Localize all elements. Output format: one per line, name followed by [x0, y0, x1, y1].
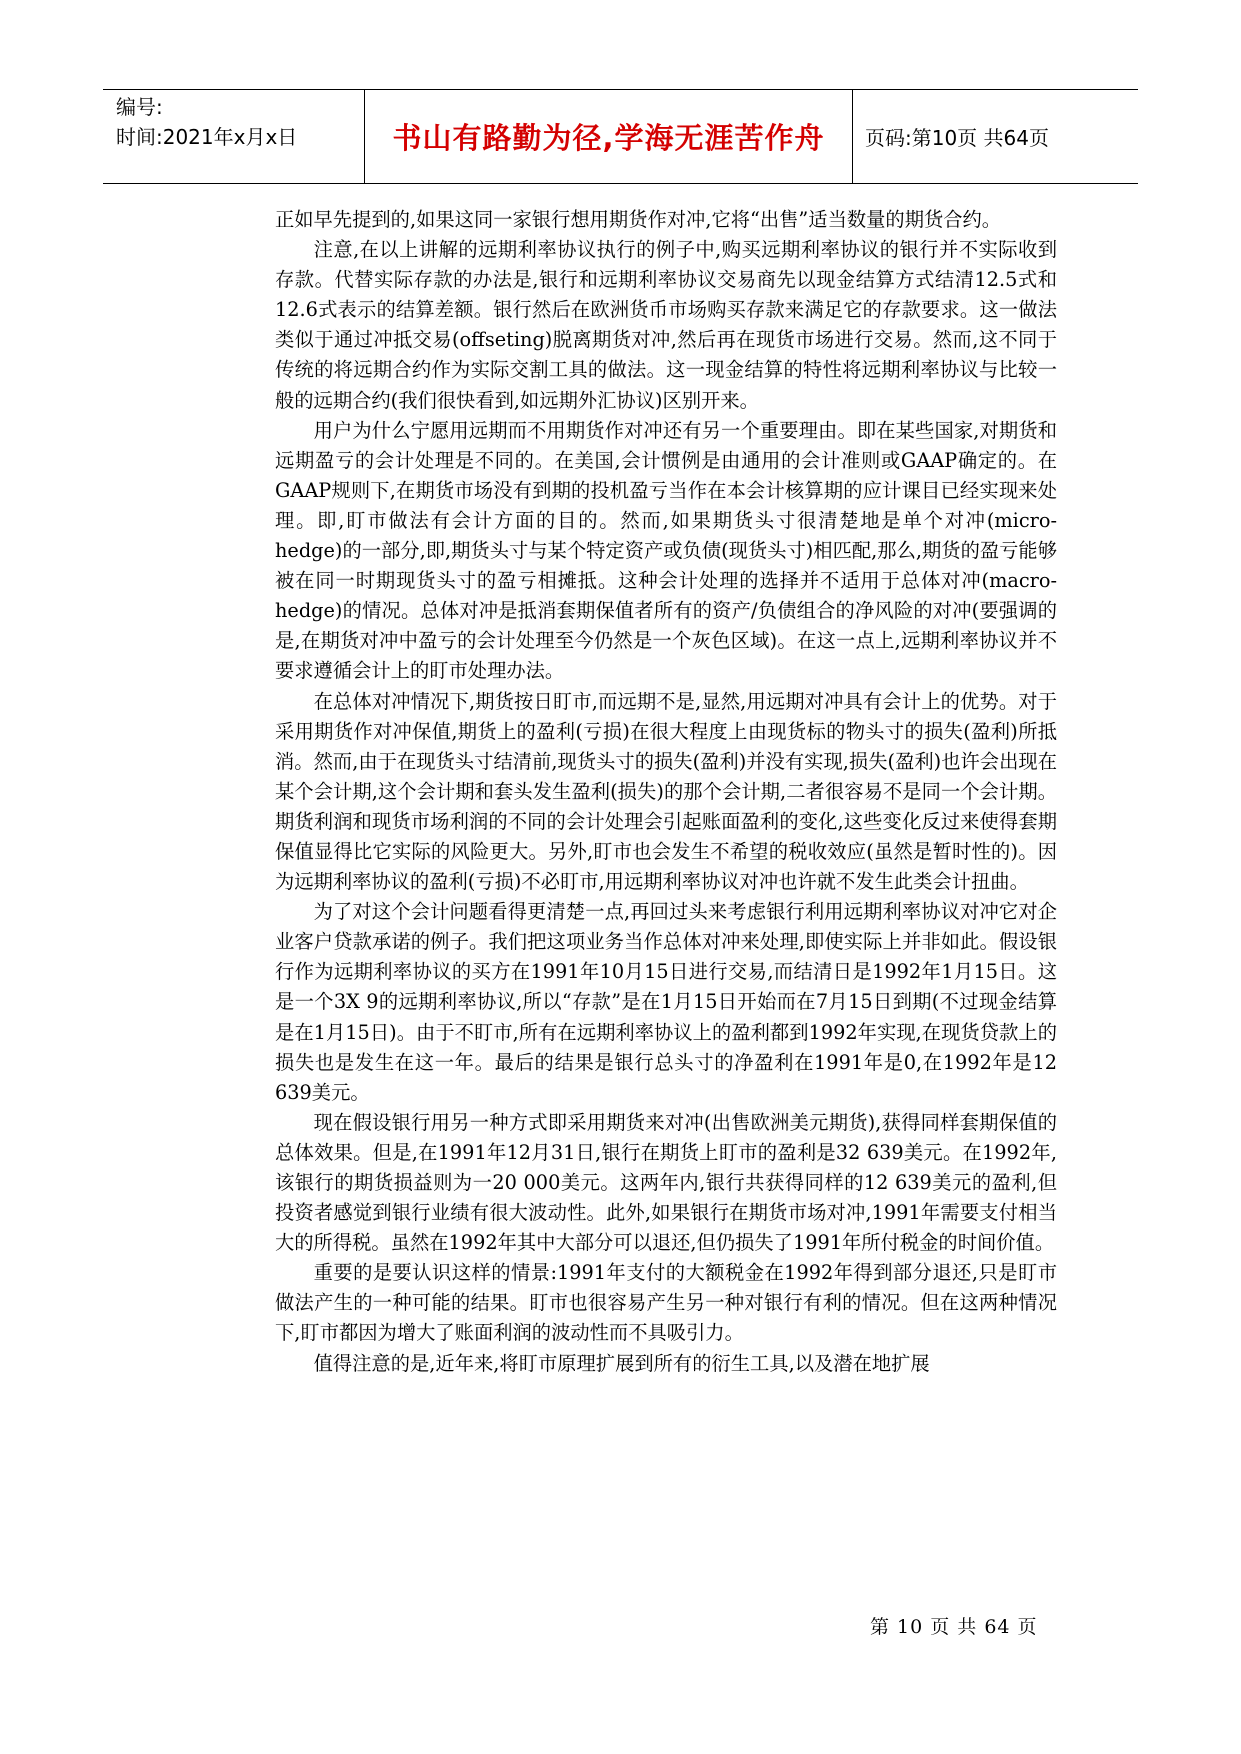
paragraph: 现在假设银行用另一种方式即采用期货来对冲(出售欧洲美元期货),获得同样套期保值的总体效果。但是,在1991年12月31日,银行在期货上盯市的盈利是32 639美元。在1992年,该银行的期货损益则为一20 000美元。这两年内,银行共获得同样的12 639美元的盈利,但投资者感觉到银行业绩有很大波动性。此外,如果银行在期货市场对冲,1991年需要支付相当大的所得税。虽然在1992年其中大部分可以退还,但仍损失了1991年所付税金的时间价值。	[275, 1110, 1057, 1255]
header-page-code: 页码:第10页 共64页	[865, 126, 1049, 150]
document-body	[275, 205, 1057, 1379]
header-motto: 书山有路勤为径,学海无涯苦作舟	[365, 90, 853, 183]
document-time-label: 时间:2021年x月x日	[116, 125, 298, 149]
paragraph: 用户为什么宁愿用远期而不用期货作对冲还有另一个重要理由。即在某些国家,对期货和远期盈亏的会计处理是不同的。在美国,会计惯例是由通用的会计准则或GAAP确定的。在GAAP规则下,在期货市场没有到期的投机盈亏当作在本会计核算期的应计课目已经实现来处理。即,盯市做法有会计方面的目的。然而,如果期货头寸很清楚地是单个对冲(micro-hedge)的一部分,即,期货头寸与某个特定资产或负债(现货头寸)相匹配,那么,期货的盈亏能够被在同一时期现货头寸的盈亏相摊抵。这种会计处理的选择并不适用于总体对冲(macro-hedge)的情况。总体对冲是抵消套期保值者所有的资产/负债组合的净风险的对冲(要强调的是,在期货对冲中盈亏的会计处理至今仍然是一个灰色区域)。在这一点上,远期利率协议并不要求遵循会计上的盯市处理办法。	[275, 418, 1057, 683]
page-footer: 第 10 页 共 64 页	[870, 1616, 1038, 1638]
header-meta	[103, 90, 365, 183]
paragraph: 值得注意的是,近年来,将盯市原理扩展到所有的衍生工具,以及潜在地扩展	[313, 1351, 930, 1375]
paragraph: 在总体对冲情况下,期货按日盯市,而远期不是,显然,用远期对冲具有会计上的优势。对于采用期货作对冲保值,期货上的盈利(亏损)在很大程度上由现货标的物头寸的损失(盈利)所抵消。然而,由于在现货头寸结清前,现货头寸的损失(盈利)并没有实现,损失(盈利)也许会出现在某个会计期,这个会计期和套头发生盈利(损失)的那个会计期,二者很容易不是同一个会计期。期货利润和现货市场利润的不同的会计处理会引起账面盈利的变化,这些变化反过来使得套期保值显得比它实际的风险更大。另外,盯市也会发生不希望的税收效应(虽然是暂时性的)。因为远期利率协议的盈利(亏损)不必盯市,用远期利率协议对冲也许就不发生此类会计扭曲。	[275, 689, 1057, 894]
paragraph: 正如早先提到的,如果这同一家银行想用期货作对冲,它将“出售”适当数量的期货合约。	[275, 208, 1002, 231]
document-number-label: 编号:	[116, 95, 163, 119]
paragraph: 注意,在以上讲解的远期利率协议执行的例子中,购买远期利率协议的银行并不实际收到存款。代替实际存款的办法是,银行和远期利率协议交易商先以现金结算方式结清12.5式和12.6式表示的结算差额。银行然后在欧洲货币市场购买存款来满足它的存款要求。这一做法类似于通过冲抵交易(offseting)脱离期货对冲,然后再在现货市场进行交易。然而,这不同于传统的将远期合约作为实际交割工具的做法。这一现金结算的特性将远期利率协议与比较一般的远期合约(我们很快看到,如远期外汇协议)区别开来。	[275, 238, 1057, 412]
paragraph: 为了对这个会计问题看得更清楚一点,再回过头来考虑银行利用远期利率协议对冲它对企业客户贷款承诺的例子。我们把这项业务当作总体对冲来处理,即使实际上并非如此。假设银行作为远期利率协议的买方在1991年10月15日进行交易,而结清日是1992年1月15日。这是一个3X 9的远期利率协议,所以“存款”是在1月15日开始而在7月15日到期(不过现金结算是在1月15日)。由于不盯市,所有在远期利率协议上的盈利都到1992年实现,在现货贷款上的损失也是发生在这一年。最后的结果是银行总头寸的净盈利在1991年是0,在1992年是12 639美元。	[275, 900, 1057, 1104]
paragraph: 重要的是要认识这样的情景:1991年支付的大额税金在1992年得到部分退还,只是盯市做法产生的一种可能的结果。盯市也很容易产生另一种对银行有利的情况。但在这两种情况下,盯市都因为增大了账面利润的波动性而不具吸引力。	[275, 1261, 1057, 1345]
page-header	[103, 89, 1138, 184]
